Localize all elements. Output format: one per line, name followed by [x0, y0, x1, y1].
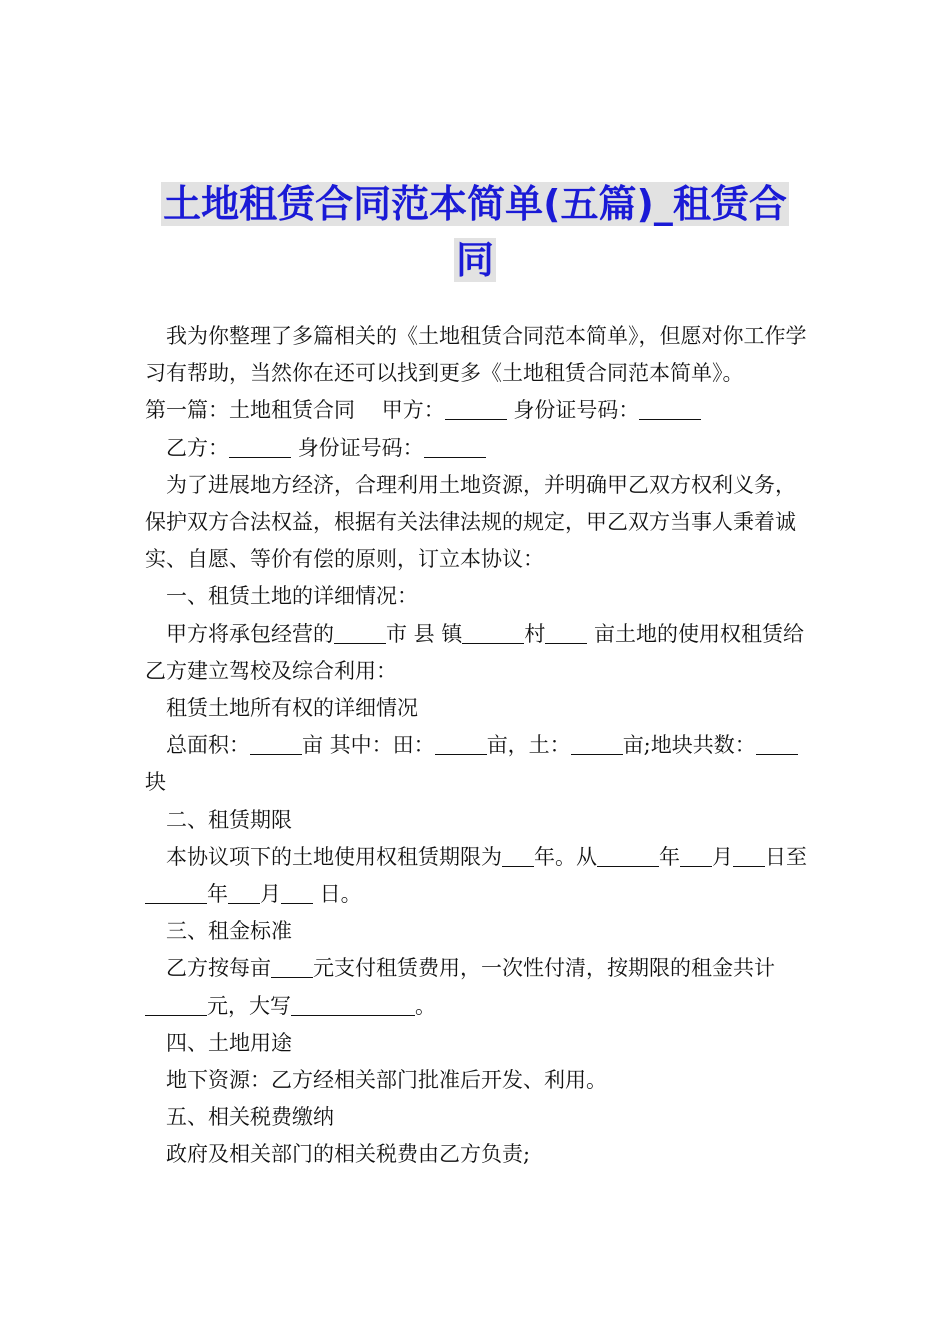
s1-area-label: 总面积：	[166, 733, 250, 758]
field-area-blank	[435, 733, 487, 755]
s2-text-e: 日至	[765, 844, 807, 869]
s2-text-d: 月	[712, 844, 733, 869]
party-a-blank	[445, 398, 507, 420]
s3-text-b: 元支付租赁费用，一次性付清，按期限的租金共计	[313, 956, 775, 981]
section-3-paragraph	[145, 950, 810, 1024]
start-month-blank	[680, 845, 712, 867]
soil-area-blank	[571, 733, 623, 755]
section-1-paragraph-3	[145, 727, 810, 801]
party-b-id-blank	[424, 436, 486, 458]
section-3-heading: 三、租金标准	[166, 919, 292, 944]
party-a-id-blank	[639, 398, 701, 420]
s2-text-h: 日。	[313, 882, 362, 907]
s1-soil-label: 亩，土：	[486, 733, 571, 758]
parties-line-b	[145, 430, 810, 467]
party-b-blank	[229, 436, 291, 458]
end-day-blank	[281, 882, 313, 904]
city-blank	[334, 622, 386, 644]
section-1-paragraph-2: 租赁土地所有权的详细情况	[166, 696, 418, 721]
chapter-heading: 第一篇：土地租赁合同	[145, 398, 355, 423]
start-year-blank	[597, 845, 659, 867]
s3-text-a: 乙方按每亩	[166, 956, 271, 981]
party-a-label: 甲方：	[381, 398, 445, 423]
title-line-1: 土地租赁合同范本简单(五篇)_租赁合	[163, 182, 787, 226]
section-5-heading: 五、相关税费缴纳	[166, 1105, 334, 1130]
total-area-blank	[250, 733, 302, 755]
s1-text-b: 市 县 镇	[386, 621, 463, 646]
term-years-blank	[502, 845, 534, 867]
section-2-heading: 二、租赁期限	[166, 807, 292, 832]
total-rent-blank	[145, 994, 207, 1016]
rent-per-mu-blank	[271, 956, 313, 978]
village-blank	[545, 622, 587, 644]
party-b-label: 乙方：	[166, 435, 229, 460]
end-month-blank	[228, 882, 260, 904]
document-title	[150, 176, 800, 288]
end-year-blank	[145, 882, 207, 904]
title-line-2: 同	[455, 238, 494, 282]
s1-text-a: 甲方将承包经营的	[166, 621, 334, 646]
rent-in-words-blank	[291, 994, 415, 1016]
section-1-paragraph-1	[145, 616, 810, 690]
s1-plots-unit: 块	[145, 770, 166, 795]
s3-text-c: 元，大写	[207, 993, 291, 1018]
s2-text-g: 月	[260, 882, 281, 907]
s2-text-c: 年	[659, 844, 680, 869]
s1-plots-label: 亩;地块共数：	[622, 733, 756, 758]
start-day-blank	[733, 845, 765, 867]
s1-text-d: 亩土地的使用权租赁给乙方建立驾校及综合利用：	[145, 621, 805, 683]
section-1-heading: 一、租赁土地的详细情况：	[166, 584, 418, 609]
section-4-heading: 四、土地用途	[166, 1030, 292, 1055]
plots-blank	[756, 733, 798, 755]
parties-line-a	[145, 392, 810, 429]
s2-text-f: 年	[207, 882, 228, 907]
s2-text-a: 本协议项下的土地使用权租赁期限为	[166, 844, 502, 869]
document-body	[145, 318, 810, 1174]
id-label-a: 身份证号码：	[513, 398, 640, 423]
preamble-paragraph: 为了进展地方经济，合理利用土地资源，并明确甲乙双方权利义务，保护双方合法权益，根据有关法律法规的规定，甲乙双方当事人秉着诚实、自愿、等价有偿的原则，订立本协议：	[145, 472, 796, 572]
section-5-paragraph: 政府及相关部门的相关税费由乙方负责;	[166, 1142, 531, 1167]
s2-text-b: 年。从	[534, 844, 597, 869]
s3-text-d: 。	[415, 993, 436, 1018]
section-4-paragraph: 地下资源：乙方经相关部门批准后开发、利用。	[166, 1068, 607, 1093]
section-2-paragraph	[145, 839, 810, 913]
id-label-b: 身份证号码：	[297, 435, 424, 460]
intro-paragraph: 我为你整理了多篇相关的《土地租赁合同范本简单》，但愿对你工作学习有帮助，当然你在还可以找到更多《土地租赁合同范本简单》。	[145, 324, 807, 386]
s1-field-label: 亩 其中：田：	[302, 733, 435, 758]
s1-text-c: 村	[524, 621, 546, 646]
town-blank	[462, 622, 524, 644]
